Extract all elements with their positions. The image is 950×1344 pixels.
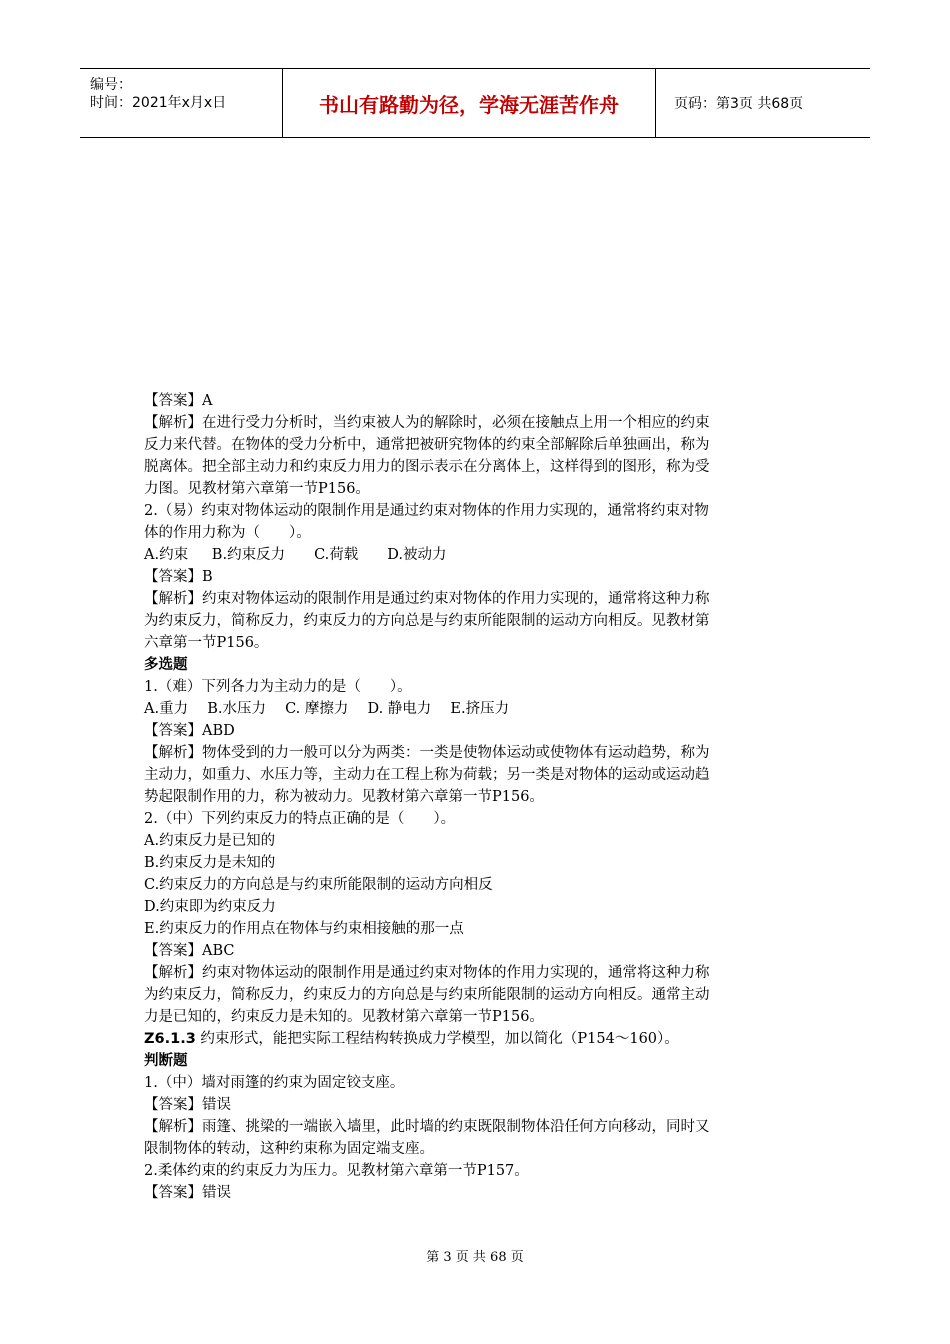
analysis-line: 【解析】雨篷、挑梁的一端嵌入墙里，此时墙的约束既限制物体沿任何方向移动，同时又 [144, 1119, 710, 1135]
question-line: 1.（中）墙对雨篷的约束为固定铰支座。 [144, 1075, 405, 1091]
question-line: 2.（易）约束对物体运动的限制作用是通过约束对物体的作用力实现的，通常将约束对物 [144, 503, 709, 519]
analysis-line: 势起限制作用的力，称为被动力。见教材第六章第一节P156。 [144, 789, 544, 805]
answer-line: 【答案】错误 [144, 1185, 231, 1201]
analysis-line: 限制物体的转动，这种约束称为固定端支座。 [144, 1141, 434, 1157]
analysis-line: 脱离体。把全部主动力和约束反力用力的图示表示在分离体上，这样得到的图形，称为受 [144, 459, 710, 475]
question-line: 2.（中）下列约束反力的特点正确的是（ ）。 [144, 811, 456, 827]
option-line: D.约束即为约束反力 [144, 899, 276, 915]
question-line: 1.（难）下列各力为主动力的是（ ）。 [144, 679, 412, 695]
question-line: 2.柔体约束的约束反力为压力。见教材第六章第一节P157。 [144, 1163, 529, 1179]
document-body [144, 390, 812, 1204]
answer-line: 【答案】B [144, 569, 213, 585]
analysis-line: 为约束反力，简称反力，约束反力的方向总是与约束所能限制的运动方向相反。通常主动 [144, 987, 710, 1003]
option-line: B.约束反力是未知的 [144, 855, 276, 871]
analysis-line: 【解析】物体受到的力一般可以分为两类：一类是使物体运动或使物体有运动趋势，称为 [144, 745, 710, 761]
question-line: 体的作用力称为（ ）。 [144, 525, 311, 541]
answer-line: 【答案】ABC [144, 943, 235, 959]
option-line: C.约束反力的方向总是与约束所能限制的运动方向相反 [144, 877, 493, 893]
header-motto: 书山有路勤为径，学海无涯苦作舟 [283, 69, 656, 137]
header-page-info [664, 69, 870, 137]
option-line: E.约束反力的作用点在物体与约束相接触的那一点 [144, 921, 464, 937]
section-heading-judge: 判断题 [144, 1053, 188, 1069]
answer-line: 【答案】ABD [144, 723, 235, 739]
section-heading-multi: 多选题 [144, 657, 188, 673]
analysis-line: 主动力，如重力、水压力等，主动力在工程上称为荷载；另一类是对物体的运动或运动趋 [144, 767, 710, 783]
answer-line: 【答案】错误 [144, 1097, 231, 1113]
analysis-line: 【解析】在进行受力分析时，当约束被人为的解除时，必须在接触点上用一个相应的约束 [144, 415, 710, 431]
header-table [80, 68, 870, 138]
answer-line: 【答案】A [144, 393, 213, 409]
date-label: 时间：2021年x月x日 [90, 95, 227, 111]
knowledge-point-code: Z6.1.3 [144, 1031, 196, 1047]
knowledge-point-text: 约束形式，能把实际工程结构转换成力学模型，加以简化（P154～160）。 [200, 1031, 679, 1047]
analysis-line: 为约束反力，简称反力，约束反力的方向总是与约束所能限制的运动方向相反。见教材第 [144, 613, 710, 629]
analysis-line: 力是已知的，约束反力是未知的。见教材第六章第一节P156。 [144, 1009, 544, 1025]
header-meta-cell [80, 69, 283, 137]
options-line: A.重力 B.水压力 C. 摩擦力 D. 静电力 E.挤压力 [144, 701, 510, 717]
analysis-line: 反力来代替。在物体的受力分析中，通常把被研究物体的约束全部解除后单独画出，称为 [144, 437, 710, 453]
analysis-line: 【解析】约束对物体运动的限制作用是通过约束对物体的作用力实现的，通常将这种力称 [144, 965, 710, 981]
options-line: A.约束 B.约束反力 C.荷载 D.被动力 [144, 547, 447, 563]
knowledge-point-line [144, 1028, 812, 1050]
option-line: A.约束反力是已知的 [144, 833, 276, 849]
analysis-line: 【解析】约束对物体运动的限制作用是通过约束对物体的作用力实现的，通常将这种力称 [144, 591, 710, 607]
number-label: 编号： [90, 77, 132, 93]
page-info-text: 页码：第3页 共68页 [674, 96, 804, 112]
page-footer: 第 3 页 共 68 页 [426, 1250, 524, 1265]
analysis-line: 力图。见教材第六章第一节P156。 [144, 481, 370, 497]
analysis-line: 六章第一节P156。 [144, 635, 269, 651]
